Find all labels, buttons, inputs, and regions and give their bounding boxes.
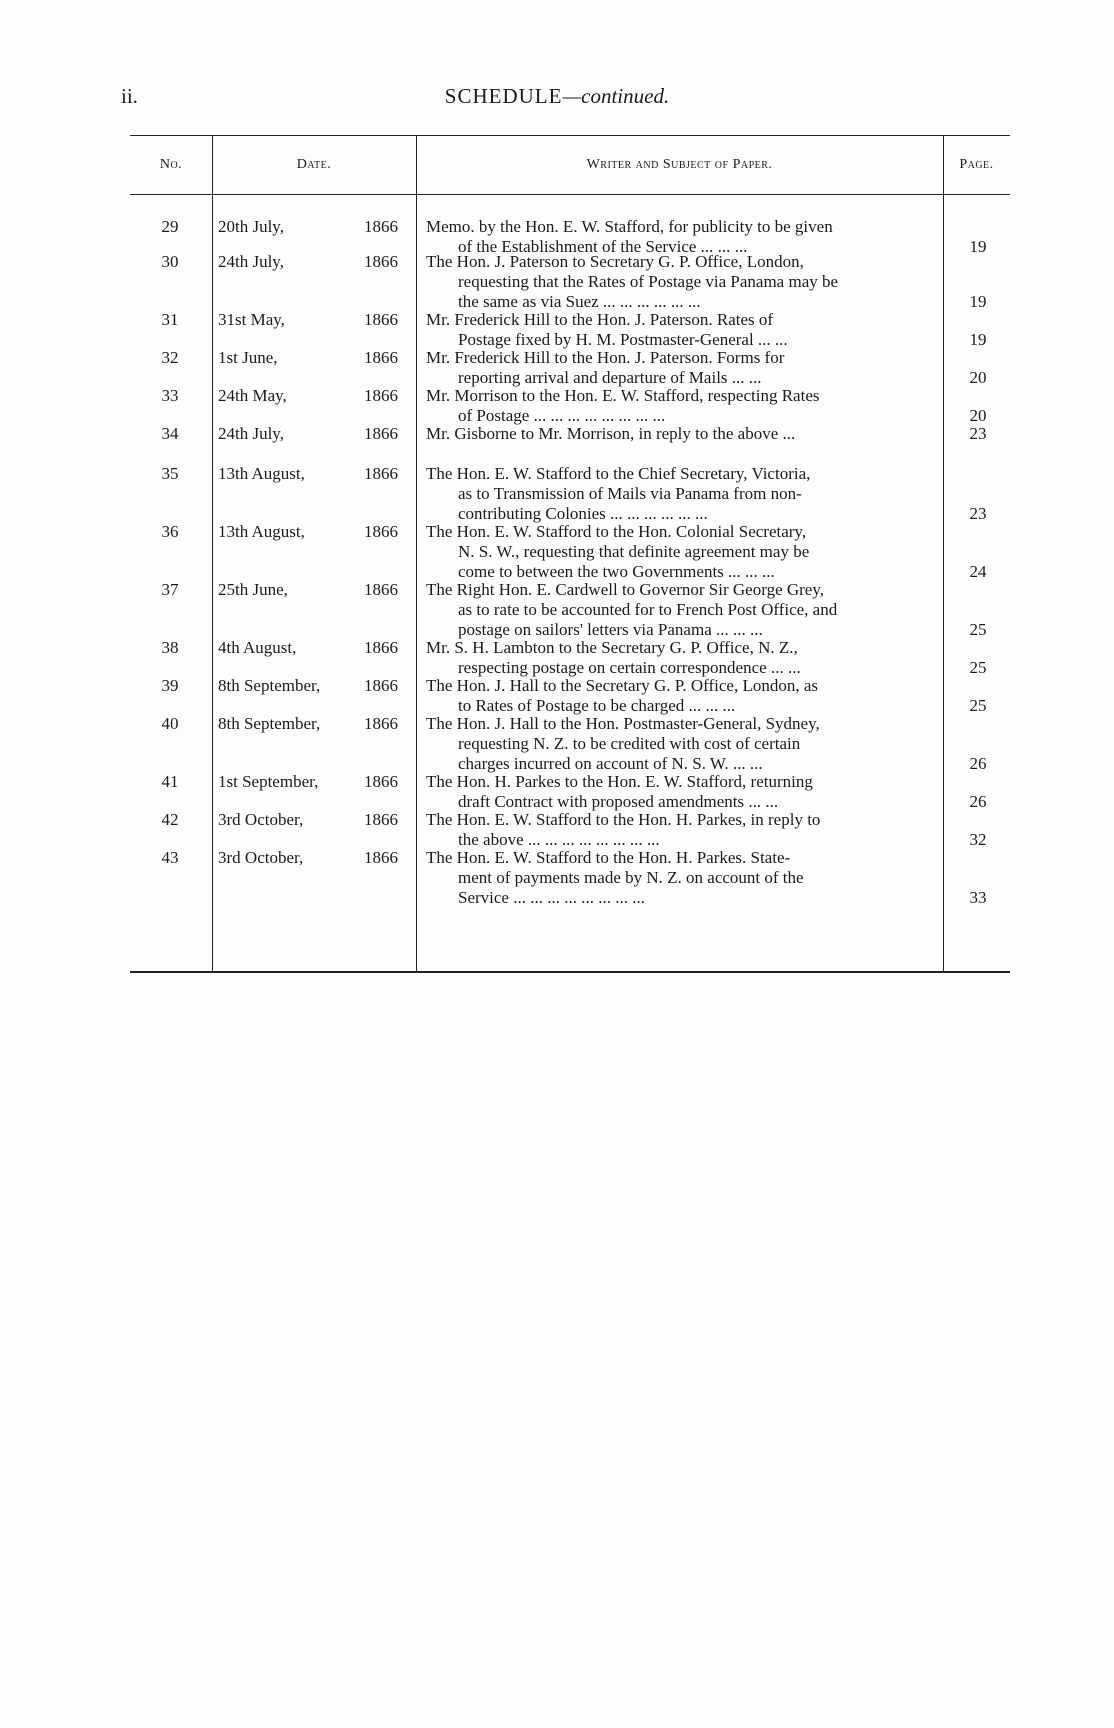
row-page: 33 [969, 888, 987, 907]
row-number: 38 [161, 638, 179, 657]
row-number: 37 [161, 580, 179, 599]
row-date-year: 1866 [364, 348, 398, 367]
row-subject-line: N. S. W., requesting that definite agreement may be [458, 542, 810, 561]
row-date-year: 1866 [364, 424, 398, 443]
table-header-rule [130, 194, 1010, 195]
row-number: 33 [161, 386, 179, 405]
row-subject-line: The Hon. E. W. Stafford to the Hon. H. Parkes, in reply to [426, 810, 821, 829]
row-date-day: 24th July, [218, 252, 284, 271]
row-date-day: 24th July, [218, 424, 284, 443]
row-date-year: 1866 [364, 848, 398, 867]
row-date-year: 1866 [364, 638, 398, 657]
row-page: 25 [969, 658, 987, 677]
row-date-year: 1866 [364, 252, 398, 271]
row-subject [426, 676, 934, 716]
running-title [0, 84, 1114, 109]
row-date-day: 3rd October, [218, 810, 304, 829]
row-subject [426, 772, 934, 812]
row-subject-line: Service ... ... ... ... ... ... ... ... [458, 888, 645, 907]
row-subject-line: The Right Hon. E. Cardwell to Governor Sir George Grey, [426, 580, 824, 599]
row-subject [426, 217, 934, 257]
row-subject-line: come to between the two Governments ... ... ... [458, 562, 775, 581]
row-subject-line: contributing Colonies ... ... ... ... ... ... [458, 504, 708, 523]
row-number: 40 [161, 714, 179, 733]
row-subject [426, 810, 934, 850]
row-page: 19 [969, 237, 987, 256]
running-title-main: SCHEDULE [444, 84, 563, 108]
row-page: 19 [969, 292, 987, 311]
row-number: 32 [161, 348, 179, 367]
row-subject-line: ment of payments made by N. Z. on account of the [458, 868, 804, 887]
row-subject [426, 310, 934, 350]
row-subject-line: the same as via Suez ... ... ... ... ... ... [458, 292, 701, 311]
row-subject-line: draft Contract with proposed amendments ... ... [458, 792, 779, 811]
header-date: Date. [296, 157, 332, 172]
row-number: 35 [161, 464, 179, 483]
row-date-day: 24th May, [218, 386, 287, 405]
row-date-day: 25th June, [218, 580, 288, 599]
running-title-suffix: —continued. [562, 84, 670, 108]
row-page: 23 [969, 424, 987, 443]
row-subject-line: to Rates of Postage to be charged ... ... ... [458, 696, 736, 715]
row-subject-line: The Hon. E. W. Stafford to the Chief Secretary, Victoria, [426, 464, 811, 483]
row-number: 39 [161, 676, 179, 695]
row-number: 34 [161, 424, 179, 443]
row-number: 31 [161, 310, 179, 329]
row-date-day: 31st May, [218, 310, 285, 329]
row-page: 25 [969, 696, 987, 715]
header-no: No. [159, 157, 183, 172]
row-subject-line: Mr. Morrison to the Hon. E. W. Stafford, respecting Rates [426, 386, 820, 405]
row-number: 29 [161, 217, 179, 236]
row-date-day: 20th July, [218, 217, 284, 236]
row-subject-line: as to Transmission of Mails via Panama from non- [458, 484, 802, 503]
row-date-day: 13th August, [218, 464, 305, 483]
row-subject-line: postage on sailors' letters via Panama ... ... ... [458, 620, 763, 639]
row-number: 43 [161, 848, 179, 867]
row-number: 36 [161, 522, 179, 541]
row-page: 20 [969, 368, 987, 387]
row-date-day: 8th September, [218, 714, 321, 733]
row-date-day: 3rd October, [218, 848, 304, 867]
row-subject-line: of the Establishment of the Service ... ... ... [458, 237, 748, 256]
row-page: 32 [969, 830, 987, 849]
table-bottom-rule [130, 971, 1010, 973]
row-subject [426, 848, 934, 908]
row-date-day: 1st September, [218, 772, 319, 791]
row-date-year: 1866 [364, 676, 398, 695]
row-date-day: 13th August, [218, 522, 305, 541]
row-subject-line: requesting N. Z. to be credited with cost of certain [458, 734, 801, 753]
row-date-year: 1866 [364, 522, 398, 541]
row-subject-line: requesting that the Rates of Postage via Panama may be [458, 272, 839, 291]
row-subject-line: Mr. S. H. Lambton to the Secretary G. P. Office, N. Z., [426, 638, 798, 657]
row-subject-line: reporting arrival and departure of Mails ... ... [458, 368, 762, 387]
row-date-day: 8th September, [218, 676, 321, 695]
column-divider-no [212, 135, 213, 971]
page-number: ii. [121, 84, 138, 108]
row-subject [426, 386, 934, 426]
table-top-rule [130, 135, 1010, 136]
column-divider-subject [943, 135, 944, 971]
row-subject-line: The Hon. H. Parkes to the Hon. E. W. Stafford, returning [426, 772, 813, 791]
row-subject-line: The Hon. E. W. Stafford to the Hon. H. Parkes. State- [426, 848, 791, 867]
row-subject-line: of Postage ... ... ... ... ... ... ... ... [458, 406, 666, 425]
row-subject-line: Mr. Frederick Hill to the Hon. J. Paterson. Rates of [426, 310, 774, 329]
row-date-day: 4th August, [218, 638, 297, 657]
row-page: 26 [969, 754, 987, 773]
row-subject-line: Mr. Gisborne to Mr. Morrison, in reply to the above ... [426, 424, 796, 443]
row-subject-line: charges incurred on account of N. S. W. ... ... [458, 754, 763, 773]
row-subject-line: as to rate to be accounted for to French Post Office, and [458, 600, 838, 619]
row-date-year: 1866 [364, 714, 398, 733]
row-page: 19 [969, 330, 987, 349]
row-subject [426, 464, 934, 524]
row-subject-line: respecting postage on certain correspondence ... ... [458, 658, 801, 677]
row-subject-line: The Hon. E. W. Stafford to the Hon. Colonial Secretary, [426, 522, 807, 541]
row-number: 30 [161, 252, 179, 271]
row-page: 25 [969, 620, 987, 639]
row-number: 41 [161, 772, 179, 791]
row-date-year: 1866 [364, 386, 398, 405]
header-page: Page. [959, 157, 994, 172]
row-subject-line: The Hon. J. Hall to the Hon. Postmaster-General, Sydney, [426, 714, 820, 733]
row-subject-line: The Hon. J. Hall to the Secretary G. P. Office, London, as [426, 676, 819, 695]
schedule-table [130, 135, 1010, 975]
row-subject [426, 252, 934, 312]
row-date-day: 1st June, [218, 348, 278, 367]
row-page: 26 [969, 792, 987, 811]
row-subject [426, 714, 934, 774]
row-subject [426, 348, 934, 388]
row-date-year: 1866 [364, 810, 398, 829]
row-subject [426, 580, 934, 640]
row-number: 42 [161, 810, 179, 829]
row-subject-line: Mr. Frederick Hill to the Hon. J. Paterson. Forms for [426, 348, 785, 367]
row-page: 20 [969, 406, 987, 425]
row-subject [426, 424, 934, 444]
row-date-year: 1866 [364, 464, 398, 483]
row-date-year: 1866 [364, 217, 398, 236]
header-subject: Writer and Subject of Paper. [586, 157, 773, 172]
row-date-year: 1866 [364, 772, 398, 791]
row-date-year: 1866 [364, 580, 398, 599]
row-subject [426, 638, 934, 678]
row-subject-line: Memo. by the Hon. E. W. Stafford, for publicity to be given [426, 217, 833, 236]
row-subject-line: the above ... ... ... ... ... ... ... ... [458, 830, 660, 849]
row-date-year: 1866 [364, 310, 398, 329]
row-page: 23 [969, 504, 987, 523]
row-page: 24 [969, 562, 987, 581]
row-subject-line: The Hon. J. Paterson to Secretary G. P. Office, London, [426, 252, 804, 271]
row-subject-line: Postage fixed by H. M. Postmaster-General ... ... [458, 330, 788, 349]
row-subject [426, 522, 934, 582]
